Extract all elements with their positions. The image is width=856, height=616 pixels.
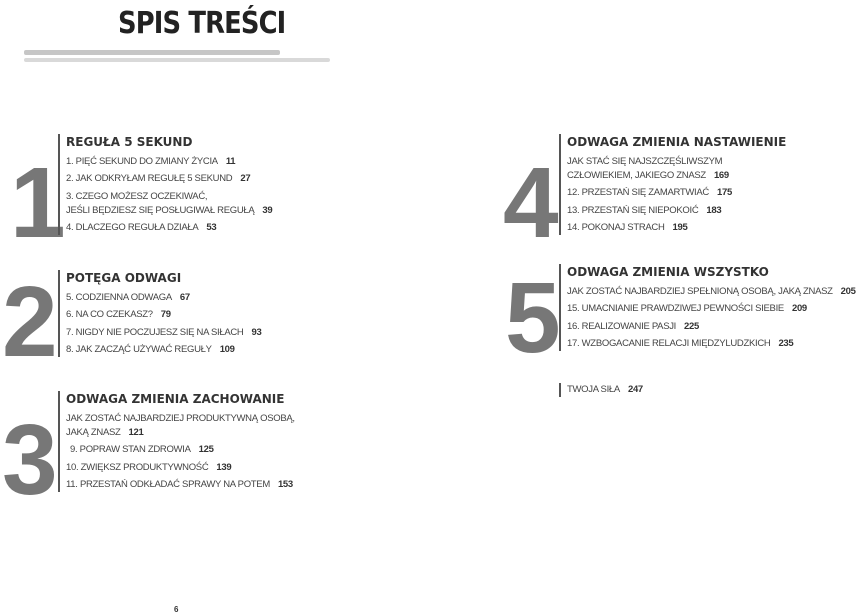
entry-page: 195	[672, 222, 688, 233]
entry-page: 225	[684, 320, 699, 332]
section-5-block	[559, 264, 856, 351]
section-3-block	[58, 391, 295, 492]
entry-title-line1: JAK ZOSTAĆ NAJBARDZIEJ PRODUKTYWNĄ OSOBĄ,	[66, 412, 295, 424]
section-2-block	[58, 270, 261, 357]
section-number-2: 2	[2, 266, 58, 378]
toc-entry[interactable]	[567, 221, 786, 235]
entry-title: 15. UMACNIANIE PRAWDZIWEJ PEWNOŚCI SIEBIE	[567, 303, 784, 314]
section-heading: ODWAGA ZMIENIA ZACHOWANIE	[66, 392, 285, 406]
toc-entry[interactable]	[66, 478, 295, 492]
entry-page: 209	[791, 303, 807, 314]
toc-entry[interactable]	[66, 155, 272, 169]
section-heading: ODWAGA ZMIENIA NASTAWIENIE	[567, 135, 787, 149]
section-heading: REGUŁA 5 SEKUND	[66, 135, 193, 149]
toc-entry[interactable]	[66, 412, 295, 440]
entry-page: 183	[706, 204, 722, 216]
toc-entry[interactable]	[567, 383, 643, 397]
entry-page: 53	[206, 222, 217, 233]
closing-block	[559, 383, 643, 397]
entry-page: 205	[840, 285, 856, 297]
entry-page: 175	[717, 187, 732, 198]
toc-entry[interactable]	[66, 291, 261, 305]
entry-title-line1: 3. CZEGO MOŻESZ OCZEKIWAĆ,	[66, 190, 208, 202]
page-title: SPIS TREŚCI	[118, 6, 286, 41]
entry-title: 2. JAK ODKRYŁAM REGUŁĘ 5 SEKUND	[66, 173, 233, 184]
entry-title: 6. NA CO CZEKASZ?	[66, 309, 153, 320]
entry-title: JAKĄ ZNASZ	[66, 426, 121, 438]
title-underline	[24, 50, 280, 55]
title-underline-secondary	[24, 58, 330, 62]
toc-entry[interactable]	[567, 320, 856, 334]
entry-page: 235	[778, 338, 794, 349]
page-number: 6	[174, 605, 179, 614]
section-number-1: 1	[10, 147, 66, 259]
toc-entry[interactable]	[567, 285, 856, 299]
entry-title: 13. PRZESTAŃ SIĘ NIEPOKOIĆ	[567, 204, 699, 216]
entry-title: 10. ZWIĘKSZ PRODUKTYWNOŚĆ	[66, 461, 209, 473]
entry-page: 109	[219, 344, 235, 355]
section-heading: POTĘGA ODWAGI	[66, 271, 182, 285]
toc-entry[interactable]	[66, 308, 261, 322]
toc-entry[interactable]	[567, 155, 786, 183]
entry-title: 8. JAK ZACZĄĆ UŻYWAĆ REGUŁY	[66, 344, 212, 355]
entry-title: 16. REALIZOWANIE PASJI	[567, 320, 677, 332]
toc-entry[interactable]	[66, 190, 272, 218]
entry-page: 39	[262, 204, 273, 216]
section-1-block	[58, 134, 272, 235]
entry-title-line1: JAK STAĆ SIĘ NAJSZCZĘŚLIWSZYM	[567, 155, 723, 167]
entry-title: 17. WZBOGACANIE RELACJI MIĘDZYLUDZKICH	[567, 338, 771, 349]
toc-entry[interactable]	[66, 326, 261, 340]
entry-page: 27	[240, 173, 251, 184]
toc-entry[interactable]	[567, 337, 856, 351]
section-number-5: 5	[505, 262, 561, 374]
entry-page: 169	[713, 169, 729, 181]
section-heading: ODWAGA ZMIENIA WSZYSTKO	[567, 265, 769, 279]
entry-title: 14. POKONAJ STRACH	[567, 222, 665, 233]
toc-entry[interactable]	[66, 461, 295, 475]
entry-page: 247	[627, 384, 643, 395]
entry-page: 79	[160, 309, 171, 320]
entry-title: 7. NIGDY NIE POCZUJESZ SIĘ NA SIŁACH	[66, 326, 244, 338]
entry-page: 11	[225, 155, 236, 167]
toc-entry[interactable]	[66, 443, 295, 457]
entry-page: 125	[198, 444, 214, 455]
entry-title: JAK ZOSTAĆ NAJBARDZIEJ SPEŁNIONĄ OSOBĄ, JAKĄ ZNASZ	[567, 285, 833, 297]
section-4-block	[559, 134, 786, 235]
entry-page: 93	[251, 326, 262, 338]
toc-entry[interactable]	[66, 343, 261, 357]
entry-page: 153	[277, 479, 293, 490]
entry-title: 12. PRZESTAŃ SIĘ ZAMARTWIAĆ	[567, 187, 709, 198]
toc-entry[interactable]	[567, 186, 786, 200]
section-number-4: 4	[503, 147, 559, 259]
toc-entry[interactable]	[567, 204, 786, 218]
entry-page: 121	[128, 426, 144, 438]
entry-page: 67	[179, 291, 190, 303]
entry-title: TWOJA SIŁA	[567, 384, 620, 395]
entry-page: 139	[216, 461, 232, 473]
entry-title: 4. DLACZEGO REGUŁA DZIAŁA	[66, 222, 199, 233]
entry-title: 1. PIĘĆ SEKUND DO ZMIANY ŻYCIA	[66, 155, 218, 167]
entry-title: CZŁOWIEKIEM, JAKIEGO ZNASZ	[567, 169, 706, 181]
toc-entry[interactable]	[567, 302, 856, 316]
toc-entry[interactable]	[66, 172, 272, 186]
entry-title: 11. PRZESTAŃ ODKŁADAĆ SPRAWY NA POTEM	[66, 479, 270, 490]
entry-title: 9. POPRAW STAN ZDROWIA	[70, 444, 191, 455]
entry-title: 5. CODZIENNA ODWAGA	[66, 291, 172, 303]
section-number-3: 3	[2, 404, 58, 516]
entry-title: JEŚLI BĘDZIESZ SIĘ POSŁUGIWAŁ REGUŁĄ	[66, 204, 255, 216]
toc-entry[interactable]	[66, 221, 272, 235]
